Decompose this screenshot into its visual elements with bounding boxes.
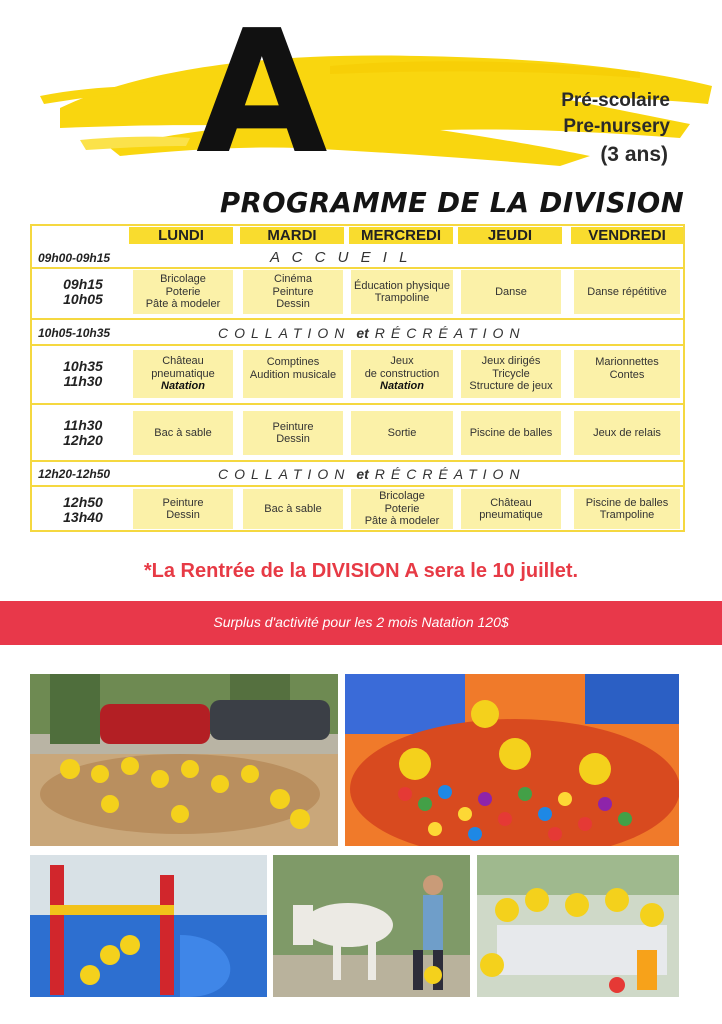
activity-text: Structure de jeux xyxy=(469,380,553,393)
activity-text: Peinture xyxy=(272,285,314,298)
surplus-text: Surplus d'activité pour les 2 mois Natation 120$ xyxy=(213,614,509,630)
time-start: 12h50 xyxy=(63,494,103,510)
activity-text: Peinture xyxy=(272,420,314,433)
time-end: 11h30 xyxy=(63,373,103,389)
collation-banner xyxy=(218,466,526,482)
row-divider xyxy=(32,460,683,462)
time-end: 10h05 xyxy=(63,291,103,307)
time-slot-4 xyxy=(38,495,128,525)
activity-text: Jeux xyxy=(390,355,414,368)
collation-label: COLLATION xyxy=(218,466,351,482)
activity-text: Piscine de balles xyxy=(469,426,553,439)
activity-text: Jeux dirigés xyxy=(481,355,541,368)
activity-text: Dessin xyxy=(276,298,310,311)
photo-ball-pit xyxy=(345,674,679,846)
activity-cell xyxy=(461,411,561,455)
activity-text: Tricycle xyxy=(492,367,530,380)
activity-cell xyxy=(574,411,680,455)
activity-text: Dessin xyxy=(166,509,200,521)
collation-time: 10h05-10h35 xyxy=(38,326,111,340)
activity-text: Poterie xyxy=(165,285,201,298)
activity-text: Pâte à modeler xyxy=(145,298,221,311)
activity-cell xyxy=(133,489,233,529)
activity-text: Comptines xyxy=(266,356,320,368)
collation-label: COLLATION xyxy=(218,325,351,341)
activity-cell xyxy=(351,270,453,314)
recreation-label: RÉCRÉATION xyxy=(374,466,526,482)
collation-et: et xyxy=(356,325,369,341)
activity-text: Bricolage xyxy=(379,490,425,503)
activity-text: pneumatique xyxy=(479,509,543,521)
row-divider xyxy=(32,344,683,346)
activity-text: Éducation physique xyxy=(353,279,450,292)
day-header-mardi: MARDI xyxy=(240,227,344,244)
activity-cell xyxy=(133,350,233,398)
recreation-label: RÉCRÉATION xyxy=(374,325,526,341)
time-start: 09h15 xyxy=(63,276,103,292)
activity-text: Bricolage xyxy=(160,273,206,286)
natation-label: Natation xyxy=(380,380,424,393)
activity-text: Pâte à modeler xyxy=(364,515,440,528)
activity-text: Marionnettes xyxy=(595,356,659,368)
activity-text: Bac à sable xyxy=(264,502,322,515)
day-header-jeudi: JEUDI xyxy=(458,227,562,244)
row-divider xyxy=(32,267,683,269)
activity-cell xyxy=(351,350,453,398)
level-label-prescolaire: Pré-scolaire xyxy=(561,90,670,111)
activity-text: Peinture xyxy=(162,496,204,509)
activity-text: de construction xyxy=(364,367,440,380)
activity-cell xyxy=(574,270,680,314)
division-letter: A xyxy=(196,0,326,192)
time-slot-3 xyxy=(38,418,128,448)
page-title: PROGRAMME DE LA DIVISION xyxy=(220,186,685,219)
activity-cell xyxy=(133,270,233,314)
activity-text: Piscine de balles xyxy=(585,496,669,509)
photo-activity-table xyxy=(477,855,679,997)
time-end: 13h40 xyxy=(63,509,103,525)
time-end: 12h20 xyxy=(63,432,103,448)
accueil-time: 09h00-09h15 xyxy=(38,251,111,265)
activity-text: Château xyxy=(162,355,204,368)
activity-text: Bac à sable xyxy=(154,426,212,439)
start-date-notice: *La Rentrée de la DIVISION A sera le 10 juillet. xyxy=(143,560,579,582)
activity-cell xyxy=(461,350,561,398)
activity-text: Audition musicale xyxy=(249,368,337,381)
day-header-mercredi: MERCREDI xyxy=(349,227,453,244)
row-divider xyxy=(32,403,683,405)
activity-text: pneumatique xyxy=(151,367,215,380)
activity-cell xyxy=(461,270,561,314)
activity-cell xyxy=(351,489,453,529)
activity-cell xyxy=(243,489,343,529)
activity-cell xyxy=(351,411,453,455)
activity-text: Poterie xyxy=(384,502,420,515)
activity-text: Trampoline xyxy=(599,509,655,521)
activity-cell xyxy=(574,489,680,529)
day-header-vendredi: VENDREDI xyxy=(571,227,683,244)
time-slot-2 xyxy=(38,359,128,389)
time-slot-1 xyxy=(38,277,128,307)
activity-text: Cinéma xyxy=(274,273,312,286)
level-label-age: (3 ans) xyxy=(600,143,668,166)
collation-banner xyxy=(218,325,526,341)
activity-cell xyxy=(133,411,233,455)
photo-playground xyxy=(30,855,267,997)
day-header-lundi: LUNDI xyxy=(129,227,233,244)
activity-text: Contes xyxy=(609,368,645,381)
level-label-pre-nursery: Pre-nursery xyxy=(563,116,670,137)
photo-horse xyxy=(273,855,470,997)
row-divider xyxy=(32,318,683,320)
photo-sandbox xyxy=(30,674,338,846)
activity-cell xyxy=(243,270,343,314)
activity-cell xyxy=(461,489,561,529)
activity-text: Trampoline xyxy=(374,292,430,304)
time-start: 11h30 xyxy=(63,417,103,433)
collation-time: 12h20-12h50 xyxy=(38,467,111,481)
activity-text: Sortie xyxy=(387,426,417,439)
activity-text: Danse xyxy=(495,285,527,298)
activity-text: Château xyxy=(490,496,532,509)
accueil-label: A C C U E I L xyxy=(270,249,412,266)
activity-text: Dessin xyxy=(276,433,310,445)
activity-text: Danse répétitive xyxy=(587,285,667,298)
time-start: 10h35 xyxy=(63,358,103,374)
activity-text: Jeux de relais xyxy=(593,426,661,439)
activity-cell xyxy=(243,350,343,398)
activity-cell xyxy=(243,411,343,455)
row-divider xyxy=(32,485,683,487)
collation-et: et xyxy=(356,466,369,482)
activity-cell xyxy=(574,350,680,398)
natation-label: Natation xyxy=(161,380,205,393)
